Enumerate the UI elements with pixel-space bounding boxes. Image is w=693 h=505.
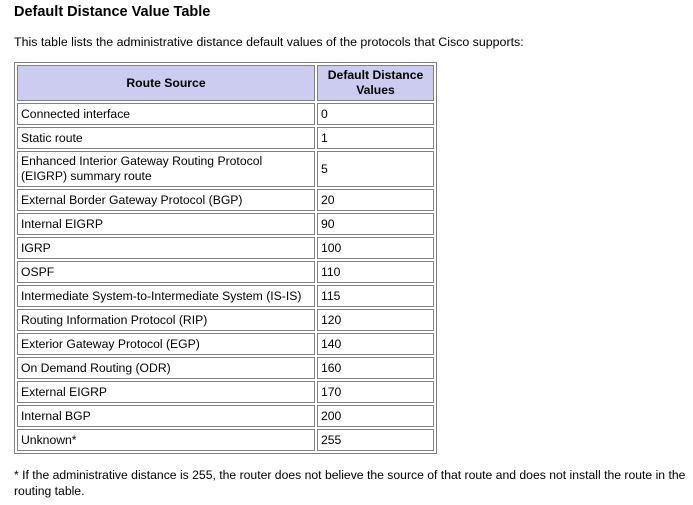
table-header-row [17,65,434,101]
route-source-cell: Intermediate System-to-Intermediate System (IS-IS) [17,285,315,307]
route-source-cell: External EIGRP [17,381,315,403]
distance-value-cell: 170 [317,381,434,403]
distance-value-cell: 200 [317,405,434,427]
route-source-cell: Unknown* [17,429,315,451]
table-row [17,151,434,187]
table-row [17,261,434,283]
route-source-cell: IGRP [17,237,315,259]
table-row [17,429,434,451]
distance-value-cell: 20 [317,189,434,211]
table-row [17,213,434,235]
distance-value-cell: 5 [317,151,434,187]
distance-value-cell: 110 [317,261,434,283]
footnote: * If the administrative distance is 255, the router does not believe the source of that route and does not install the route in the routing table. [14,468,686,498]
distance-value-cell: 140 [317,333,434,355]
intro-text: This table lists the administrative distance default values of the protocols that Cisco supports: [14,35,524,49]
distance-value-cell: 160 [317,357,434,379]
admin-distance-table [14,62,437,454]
route-source-cell: OSPF [17,261,315,283]
table-row [17,405,434,427]
page-title: Default Distance Value Table [14,4,211,20]
table-row [17,127,434,149]
route-source-cell: Connected interface [17,103,315,125]
distance-value-cell: 115 [317,285,434,307]
table-row [17,357,434,379]
table-row [17,103,434,125]
distance-value-cell: 1 [317,127,434,149]
table-row [17,237,434,259]
distance-value-cell: 0 [317,103,434,125]
distance-value-cell: 90 [317,213,434,235]
distance-value-cell: 120 [317,309,434,331]
distance-value-cell: 100 [317,237,434,259]
route-source-cell: Internal EIGRP [17,213,315,235]
route-source-cell: Internal BGP [17,405,315,427]
column-header-default-distance: Default Distance Values [317,65,434,101]
route-source-cell: Routing Information Protocol (RIP) [17,309,315,331]
column-header-route-source: Route Source [17,65,315,101]
route-source-cell: External Border Gateway Protocol (BGP) [17,189,315,211]
table-row [17,285,434,307]
route-source-cell: On Demand Routing (ODR) [17,357,315,379]
table-row [17,309,434,331]
table-row [17,189,434,211]
table-row [17,381,434,403]
route-source-cell: Exterior Gateway Protocol (EGP) [17,333,315,355]
distance-value-cell: 255 [317,429,434,451]
table-row [17,333,434,355]
route-source-cell: Enhanced Interior Gateway Routing Protocol (EIGRP) summary route [17,151,315,187]
route-source-cell: Static route [17,127,315,149]
table-container [14,62,437,454]
